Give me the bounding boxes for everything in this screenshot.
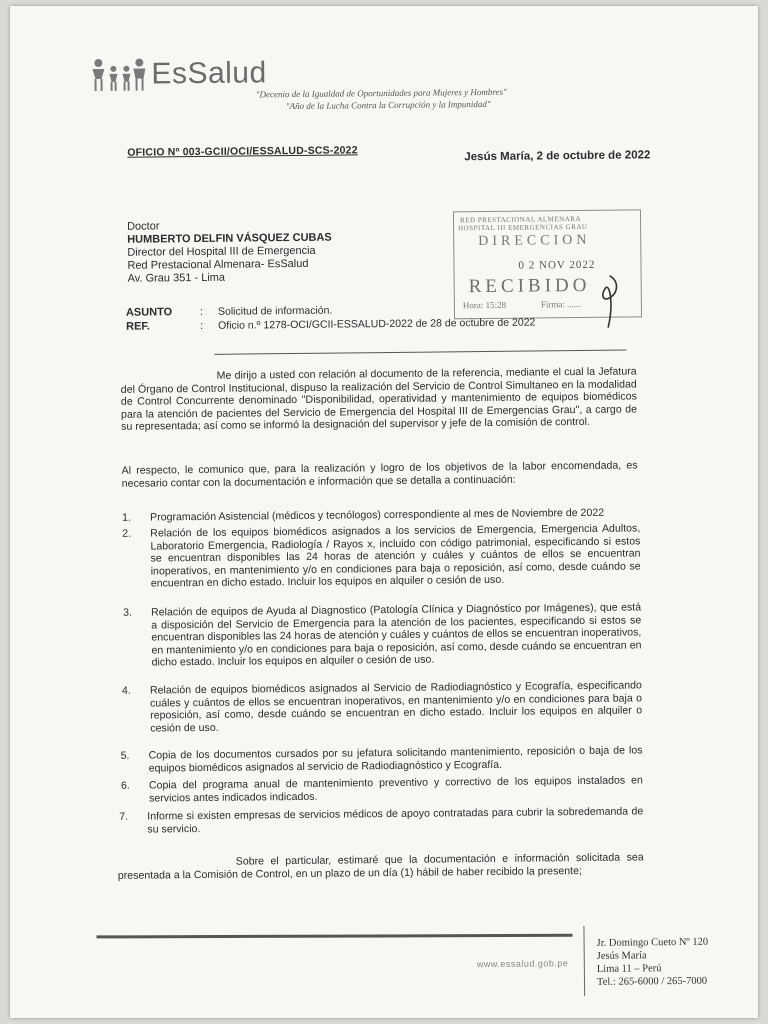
footer-phone: Tel.: 265-6000 / 265-7000 — [596, 975, 708, 988]
footer-address-1: Jr. Domingo Cueto Nº 120 — [596, 936, 709, 949]
ref-label: REF. — [126, 320, 151, 333]
footer-address-2: Jesús María — [596, 950, 647, 962]
list-item: Informe si existen empresas de servicios médicos de apoyo contratadas para cubrir la sobredemanda de su servicio. — [147, 805, 644, 836]
ref-value: Oficio n.º 1278-OCI/GCII-ESSALUD-2022 de 28 de octubre de 2022 — [218, 316, 536, 332]
list-item: Relación de equipos de Ayuda al Diagnostico (Patología Clínica y Diagnóstico por Imágenes), que está a disposición del Servicio de Emergencia para la atención de los pacientes, especificando si estos se encuentran disponibles las 24 horas de atención y cuáles y cuántos de ellos se encuentran inoperativos, en mantenimiento y/o en condiciones para baja o reposición, así como, desde cuándo se encuentran en dicho estado. Incluir los equipos en alquiler o cesión de uso. — [151, 601, 642, 669]
oficio-number: OFICIO Nº 003-GCII/OCI/ESSALUD-SCS-2022 — [127, 144, 358, 159]
item-number: 3. — [123, 606, 133, 619]
item-number: 6. — [120, 779, 130, 792]
list-item: Copia de los documentos cursados por su jefatura solicitando mantenimiento, reposición o baja de los equipos biomédicos asignados al servicio de Radiodiagnóstico y Ecografía. — [148, 744, 643, 775]
stamp-status: RECIBIDO — [468, 274, 591, 298]
family-figures-icon — [89, 57, 147, 94]
document-page — [10, 6, 758, 1018]
addressee-title: Doctor — [126, 220, 160, 233]
item-number: 1. — [122, 511, 132, 524]
intro-paragraph: Me dirijo a usted con relación al documento de la referencia, mediante el cual la Jefatura del Órgano de Control Institucional, dispuso la realización del Servicio de Control Simultaneo en la modalidad de Control Concurrente denominado "Disponibilidad, operatividad y mantenimiento de equipos biomédicos para la atención de pacientes del Servicio de Emergencia del Hospital III de Emergencias Grau", a cargo de su representada; así como se informó la designación del supervisor y jefe de la comisión de control. — [120, 365, 638, 434]
addressee-name: HUMBERTO DELFIN VÁSQUEZ CUBAS — [127, 231, 332, 246]
stamp-hora: Hora: 15:28 — [462, 299, 507, 311]
stamp-firma: Firma: ...... — [540, 298, 581, 310]
item-number: 5. — [120, 749, 130, 762]
stamp-date: 0 2 NOV 2022 — [518, 258, 596, 272]
item-number: 7. — [119, 810, 129, 823]
asunto-value: Solicitud de información. — [217, 304, 333, 318]
footer-divider — [583, 926, 585, 996]
addressee-role: Director del Hospital III de Emergencia — [127, 244, 316, 259]
separator-rule — [214, 350, 626, 355]
asunto-colon: : — [199, 305, 204, 318]
essalud-logo — [89, 55, 267, 93]
list-item: Copia del programa anual de mantenimiento preventivo y correctivo de los equipos instalados en servicios antes indicados indicados. — [148, 774, 643, 805]
footer-website: www.essalud.gob.pe — [476, 958, 569, 970]
list-item: Programación Asistencial (médicos y tecnólogos) correspondiente al mes de Noviembre de 2022 — [150, 506, 605, 524]
asunto-label: ASUNTO — [125, 306, 173, 319]
motto-line-2: "Año de la Lucha Contra la Corrupción y la Impunidad" — [285, 98, 491, 112]
handwritten-signature — [580, 273, 641, 334]
brand-name: EsSalud — [151, 56, 267, 91]
closing-paragraph: Sobre el particular, estimaré que la documentación e información solicitada sea presentada a la Comisión de Control, en un plazo de un día (1) hábil de haber recibido la presente; — [117, 851, 644, 882]
scanned-letter — [10, 6, 758, 1018]
motto-line-1: "Decenio de la Igualdad de Oportunidades para Mujeres y Hombres" — [255, 86, 507, 100]
list-item: Relación de los equipos biomédicos asignados a los servicios de Emergencia, Emergencia Adultos, Laboratorio Emergencia, Radiología / Rayos x, incluido con código patrimonial, especificando si estos se encuentran disponibles las 24 horas de atención y cuáles y cuántos de ellos se encuentran inoperativos, en mantenimiento y/o en condiciones para baja o reposición, así como, desde cuándo se encuentran en dicho estado. Incluir los equipos en alquiler o cesión de uso. — [150, 522, 641, 590]
list-item: Relación de equipos biomédicos asignados al Servicio de Radiodiagnóstico y Ecografía, especificando cuáles y cuántos de ellos se encuentran inoperativos, en mantenimiento y/o en condiciones para baja o reposición, así como, desde cuándo se encuentran en dicho estado. Incluir los equipos en alquiler o cesión de uso. — [149, 679, 643, 735]
letter-date: Jesús María, 2 de octubre de 2022 — [464, 149, 651, 164]
footer-rule — [96, 934, 572, 939]
ref-colon: : — [200, 319, 204, 332]
lead-paragraph: Al respecto, le comunico que, para la realización y logro de los objetivos de la labor encomendada, es necesario contar con la documentación e información que se detalla a continuación: — [121, 459, 638, 490]
footer-address-3: Lima 11 – Perú — [596, 963, 662, 975]
stamp-line-1: RED PRESTACIONAL ALMENARA — [459, 214, 582, 225]
addressee-address: Av. Grau 351 - Lima — [127, 271, 226, 285]
addressee-network: Red Prestacional Almenara- EsSalud — [127, 257, 309, 272]
stamp-line-3: DIRECCION — [478, 232, 591, 250]
stamp-line-2: HOSPITAL III EMERGENCIAS GRAU — [458, 222, 588, 233]
item-number: 2. — [122, 527, 132, 540]
item-number: 4. — [121, 684, 131, 697]
